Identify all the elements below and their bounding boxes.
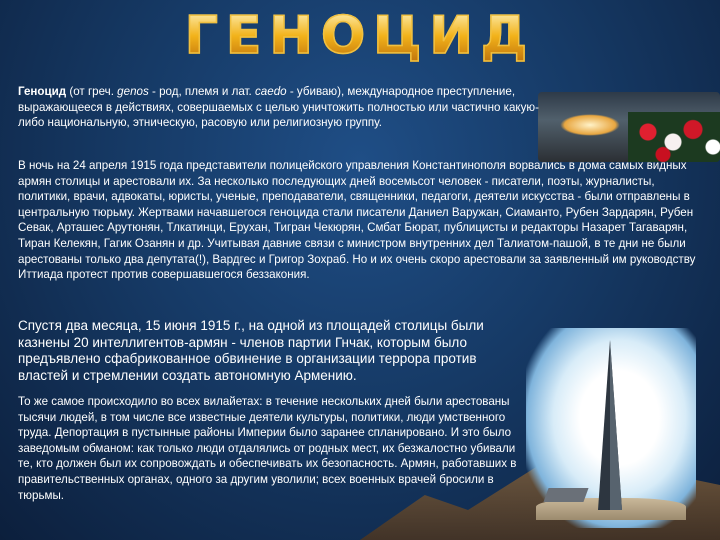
june-1915-paragraph: Спустя два месяца, 15 июня 1915 г., на одной из площадей столицы были казнены 20 интеллигентов-армян - членов партии Гнчак, которым было предъявлено сфабрикованное обвинение в организации террора против властей и стремлении создать автономную Армению. [18,318,484,383]
definition-part3: - убиваю), международное преступление, выражающееся в действиях, совершаемых с целью уничтожить полностью или частично какую-либо национальную, этническую, расовую или религиозную группу. [18,85,539,130]
memorial-flame-photo [538,92,720,162]
monument-photo [526,328,696,528]
vilayets-paragraph: То же самое происходило во всех вилайетах: в течение нескольких дней были арестованы тысячи людей, в том числе все известные деятели культуры, политики, люди умственного труда. Депортация в пустынные районы Империи было заранее спланировано. И это было заведомым обманом: как только люди отдалялись от родных мест, их безжалостно убивали те, кто должен был их сопровождать и обеспечивать их безопасность. Армян, работавших в правительственных органах, одного за другим уволили; всех военных врачей бросили в тюрьмы. [18,395,517,502]
monument-wall [543,488,588,502]
slide-title: ГЕНОЦИД [0,6,720,66]
april-1915-paragraph: В ночь на 24 апреля 1915 года представители полицейского управления Константинополя ворвались в дома самых видных армян столицы и арестовали их. За несколько последующих дней восемьсот человек - писатели, поэты, журналисты, политики, врачи, адвокаты, юристы, ученые, преподаватели, священники, педагоги, деятели искусства - были отправлены в центральную тюрьму. Жертвами начавшегося геноцида стали писатели Даниел Варужан, Сиаманто, Рубен Зардарян, Рубен Севак, Арташес Арутюнян, Тлкатинци, Ерухан, Тигран Чекюрян, Смбат Бюрат, публицисты и редакторы Назарет Тагаварян, Тиран Келекян, Гагик Озанян и др. Учитывая давние связи с министром внутренних дел Талиатом-пашой, в те дни не были арестованы только два депутата(!), Вардгес и Григор Зохраб. Но и их очень скоро арестовали за заявленный им руководству Иттиада протест против совершавшегося беззакония. [18,159,696,282]
definition-part2: - род, племя и лат. [148,85,255,98]
latin-word: caedo [255,85,287,98]
greek-word: genos [117,85,149,98]
eternal-flame-icon [560,114,620,136]
definition-part1: (от греч. [66,85,118,98]
flowers-icon [628,112,720,162]
definition-term: Геноцид [18,85,67,98]
definition-paragraph [18,84,543,131]
monument-spire-shade [610,340,622,510]
